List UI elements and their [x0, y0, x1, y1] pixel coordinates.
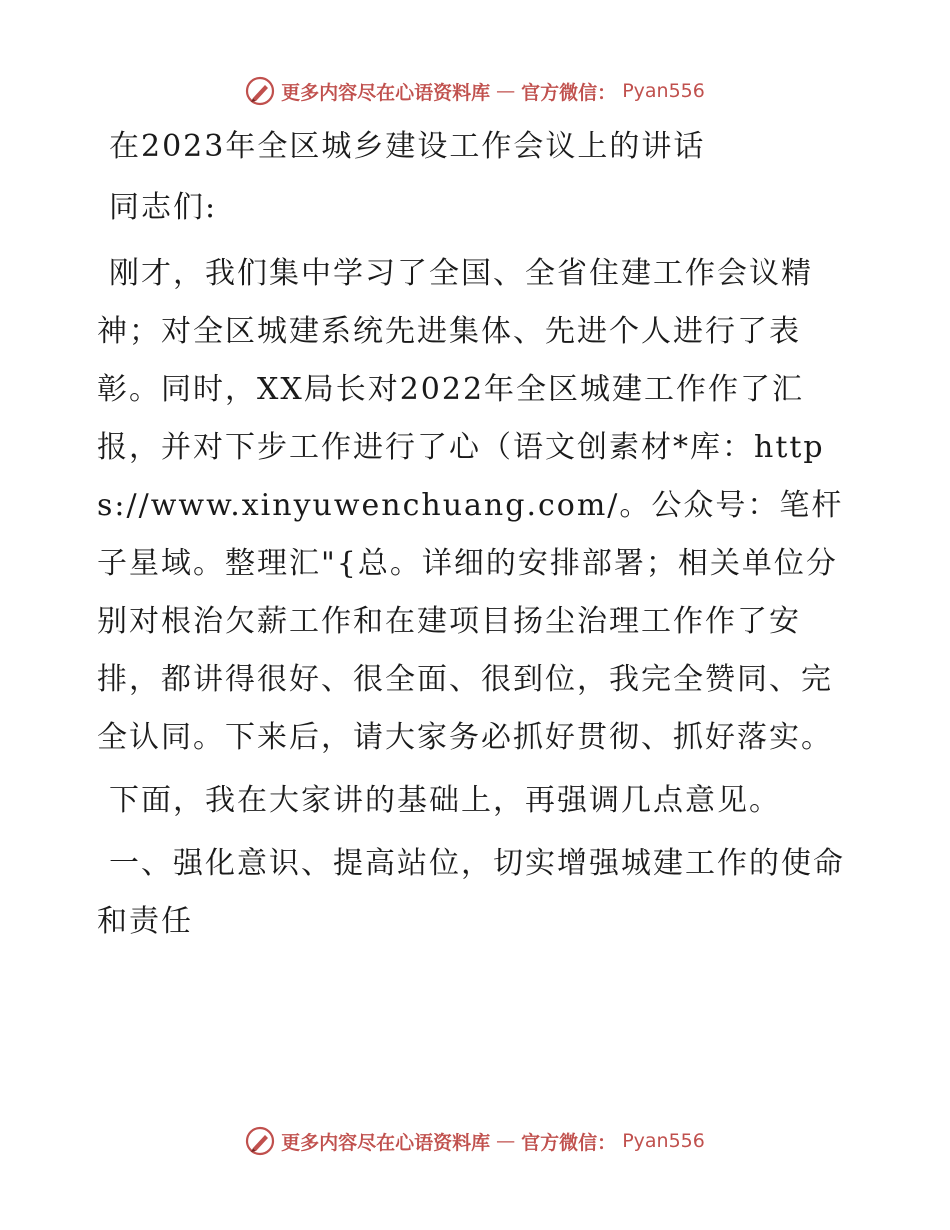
watermark-footer — [0, 1121, 950, 1161]
paragraph-1: 刚才，我们集中学习了全国、全省住建工作会议精神；对全区城建系统先进集体、先进个人进行了表彰。同时，XX局长对2022年全区城建工作作了汇报，并对下步工作进行了心（语文创素材*库：https://www.xinyuwenchuang.com/。公众号：笔杆子星域。整理汇"{总。详细的安排部署；相关单位分别对根治欠薪工作和在建项目扬尘治理工作作了安排，都讲得很好、很全面、很到位，我完全赞同、完全认同。下来后，请大家务必抓好贯彻、抓好落实。 — [97, 256, 844, 755]
watermark-header — [0, 71, 950, 111]
pen-logo-icon — [245, 1126, 275, 1156]
document-title: 在2023年全区城乡建设工作会议上的讲话 — [109, 129, 706, 164]
watermark-separator: — — [496, 80, 516, 102]
paragraph-2: 下面，我在大家讲的基础上，再强调几点意见。 — [109, 783, 781, 818]
pen-logo-icon — [245, 76, 275, 106]
greeting: 同志们: — [109, 190, 218, 225]
watermark-wechat-label: 官方微信： — [521, 81, 617, 104]
watermark-text: 更多内容尽在心语资料库 — [281, 1131, 491, 1154]
watermark-wechat-label: 官方微信： — [521, 1131, 617, 1154]
watermark-separator: — — [496, 1130, 516, 1152]
watermark-wechat-id: Pyan556 — [622, 1130, 705, 1152]
document-body — [97, 118, 857, 951]
section-heading-1: 一、强化意识、提高站位，切实增强城建工作的使命和责任 — [97, 846, 845, 939]
watermark-text: 更多内容尽在心语资料库 — [281, 81, 491, 104]
watermark-wechat-id: Pyan556 — [622, 80, 705, 102]
